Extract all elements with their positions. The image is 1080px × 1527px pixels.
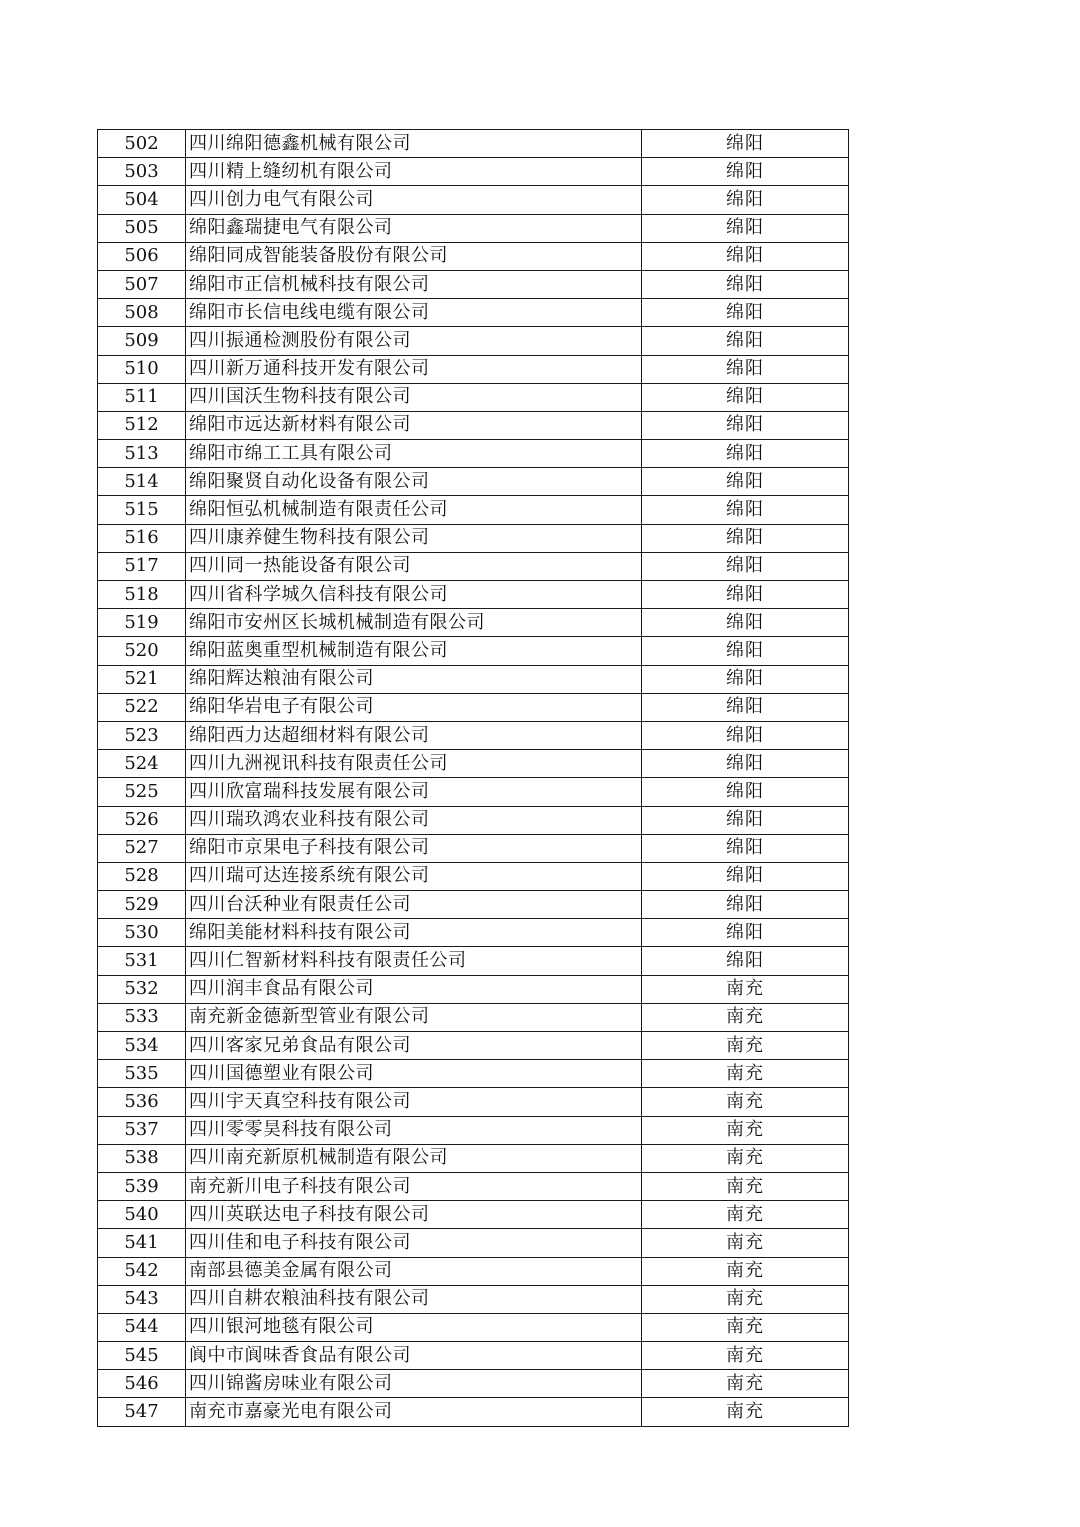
row-number-cell: 518 [98, 581, 186, 609]
table-row [98, 1032, 849, 1060]
company-name-cell: 四川英联达电子科技有限公司 [186, 1201, 642, 1229]
company-name-cell: 南充新川电子科技有限公司 [186, 1172, 642, 1200]
row-number-cell: 533 [98, 1003, 186, 1031]
company-name-cell: 绵阳鑫瑞捷电气有限公司 [186, 214, 642, 242]
city-cell: 绵阳 [642, 524, 849, 552]
city-cell: 南充 [642, 1003, 849, 1031]
row-number-cell: 514 [98, 468, 186, 496]
company-name-cell: 四川瑞可达连接系统有限公司 [186, 862, 642, 890]
city-cell: 绵阳 [642, 186, 849, 214]
row-number-cell: 523 [98, 721, 186, 749]
city-cell: 绵阳 [642, 609, 849, 637]
company-name-cell: 阆中市阆味香食品有限公司 [186, 1342, 642, 1370]
table-row [98, 496, 849, 524]
table-row [98, 327, 849, 355]
row-number-cell: 544 [98, 1313, 186, 1341]
company-name-cell: 四川省科学城久信科技有限公司 [186, 581, 642, 609]
row-number-cell: 547 [98, 1398, 186, 1426]
table-row [98, 440, 849, 468]
table-row [98, 806, 849, 834]
company-name-cell: 绵阳市长信电线电缆有限公司 [186, 299, 642, 327]
table-row [98, 130, 849, 158]
city-cell: 绵阳 [642, 637, 849, 665]
row-number-cell: 528 [98, 862, 186, 890]
city-cell: 绵阳 [642, 214, 849, 242]
company-name-cell: 绵阳市远达新材料有限公司 [186, 411, 642, 439]
city-cell: 南充 [642, 1342, 849, 1370]
table-row [98, 665, 849, 693]
row-number-cell: 503 [98, 158, 186, 186]
table-row [98, 750, 849, 778]
company-name-cell: 四川南充新原机械制造有限公司 [186, 1144, 642, 1172]
table-row [98, 1398, 849, 1426]
city-cell: 绵阳 [642, 581, 849, 609]
city-cell: 南充 [642, 1088, 849, 1116]
row-number-cell: 543 [98, 1285, 186, 1313]
company-name-cell: 四川康养健生物科技有限公司 [186, 524, 642, 552]
company-name-cell: 绵阳市京果电子科技有限公司 [186, 834, 642, 862]
city-cell: 南充 [642, 1116, 849, 1144]
row-number-cell: 534 [98, 1032, 186, 1060]
row-number-cell: 502 [98, 130, 186, 158]
row-number-cell: 526 [98, 806, 186, 834]
company-name-cell: 绵阳市安州区长城机械制造有限公司 [186, 609, 642, 637]
table-row [98, 1229, 849, 1257]
city-cell: 南充 [642, 975, 849, 1003]
table-row [98, 834, 849, 862]
city-cell: 南充 [642, 1370, 849, 1398]
company-name-cell: 四川精上缝纫机有限公司 [186, 158, 642, 186]
table-row [98, 1285, 849, 1313]
row-number-cell: 539 [98, 1172, 186, 1200]
table-row [98, 270, 849, 298]
city-cell: 绵阳 [642, 130, 849, 158]
row-number-cell: 509 [98, 327, 186, 355]
city-cell: 绵阳 [642, 862, 849, 890]
company-name-cell: 绵阳恒弘机械制造有限责任公司 [186, 496, 642, 524]
table-row [98, 919, 849, 947]
row-number-cell: 520 [98, 637, 186, 665]
table-row [98, 1257, 849, 1285]
table-row [98, 1060, 849, 1088]
city-cell: 绵阳 [642, 242, 849, 270]
table-row [98, 214, 849, 242]
table-row [98, 947, 849, 975]
row-number-cell: 546 [98, 1370, 186, 1398]
row-number-cell: 527 [98, 834, 186, 862]
company-name-cell: 四川零零昊科技有限公司 [186, 1116, 642, 1144]
company-name-cell: 绵阳同成智能装备股份有限公司 [186, 242, 642, 270]
company-name-cell: 四川绵阳德鑫机械有限公司 [186, 130, 642, 158]
row-number-cell: 529 [98, 891, 186, 919]
row-number-cell: 530 [98, 919, 186, 947]
city-cell: 南充 [642, 1144, 849, 1172]
city-cell: 南充 [642, 1032, 849, 1060]
city-cell: 绵阳 [642, 299, 849, 327]
document-page [97, 129, 846, 1427]
city-cell: 绵阳 [642, 947, 849, 975]
row-number-cell: 511 [98, 383, 186, 411]
table-row [98, 1342, 849, 1370]
row-number-cell: 535 [98, 1060, 186, 1088]
table-row [98, 468, 849, 496]
company-name-cell: 绵阳市绵工工具有限公司 [186, 440, 642, 468]
row-number-cell: 541 [98, 1229, 186, 1257]
company-name-cell: 四川九洲视讯科技有限责任公司 [186, 750, 642, 778]
city-cell: 绵阳 [642, 721, 849, 749]
row-number-cell: 540 [98, 1201, 186, 1229]
table-row [98, 1116, 849, 1144]
company-name-cell: 四川仁智新材料科技有限责任公司 [186, 947, 642, 975]
company-name-cell: 四川润丰食品有限公司 [186, 975, 642, 1003]
company-name-cell: 四川锦酱房味业有限公司 [186, 1370, 642, 1398]
table-row [98, 411, 849, 439]
company-name-cell: 四川银河地毯有限公司 [186, 1313, 642, 1341]
city-cell: 绵阳 [642, 750, 849, 778]
city-cell: 绵阳 [642, 806, 849, 834]
table-row [98, 1201, 849, 1229]
company-name-cell: 四川宇天真空科技有限公司 [186, 1088, 642, 1116]
company-name-cell: 四川创力电气有限公司 [186, 186, 642, 214]
table-row [98, 186, 849, 214]
company-name-cell: 绵阳华岩电子有限公司 [186, 693, 642, 721]
table-row [98, 158, 849, 186]
table-row [98, 862, 849, 890]
city-cell: 绵阳 [642, 158, 849, 186]
table-row [98, 1144, 849, 1172]
company-name-cell: 绵阳蓝奥重型机械制造有限公司 [186, 637, 642, 665]
table-row [98, 1088, 849, 1116]
row-number-cell: 515 [98, 496, 186, 524]
company-name-cell: 南部县德美金属有限公司 [186, 1257, 642, 1285]
company-name-cell: 四川自耕农粮油科技有限公司 [186, 1285, 642, 1313]
table-row [98, 693, 849, 721]
company-list-table [97, 129, 849, 1427]
row-number-cell: 522 [98, 693, 186, 721]
company-name-cell: 绵阳聚贤自动化设备有限公司 [186, 468, 642, 496]
city-cell: 绵阳 [642, 327, 849, 355]
city-cell: 南充 [642, 1172, 849, 1200]
table-row [98, 891, 849, 919]
company-name-cell: 绵阳西力达超细材料有限公司 [186, 721, 642, 749]
row-number-cell: 513 [98, 440, 186, 468]
table-row [98, 1313, 849, 1341]
city-cell: 绵阳 [642, 383, 849, 411]
table-row [98, 637, 849, 665]
table-row [98, 1003, 849, 1031]
table-row [98, 299, 849, 327]
company-name-cell: 南充市嘉豪光电有限公司 [186, 1398, 642, 1426]
city-cell: 南充 [642, 1285, 849, 1313]
table-row [98, 975, 849, 1003]
city-cell: 绵阳 [642, 891, 849, 919]
city-cell: 南充 [642, 1257, 849, 1285]
row-number-cell: 519 [98, 609, 186, 637]
row-number-cell: 508 [98, 299, 186, 327]
city-cell: 绵阳 [642, 834, 849, 862]
row-number-cell: 506 [98, 242, 186, 270]
city-cell: 南充 [642, 1398, 849, 1426]
city-cell: 绵阳 [642, 665, 849, 693]
company-name-cell: 绵阳美能材料科技有限公司 [186, 919, 642, 947]
row-number-cell: 504 [98, 186, 186, 214]
company-name-cell: 南充新金德新型管业有限公司 [186, 1003, 642, 1031]
city-cell: 南充 [642, 1313, 849, 1341]
row-number-cell: 524 [98, 750, 186, 778]
row-number-cell: 505 [98, 214, 186, 242]
city-cell: 绵阳 [642, 411, 849, 439]
row-number-cell: 512 [98, 411, 186, 439]
row-number-cell: 521 [98, 665, 186, 693]
city-cell: 绵阳 [642, 552, 849, 580]
table-row [98, 581, 849, 609]
city-cell: 绵阳 [642, 693, 849, 721]
row-number-cell: 542 [98, 1257, 186, 1285]
table-row [98, 355, 849, 383]
table-row [98, 609, 849, 637]
row-number-cell: 538 [98, 1144, 186, 1172]
company-name-cell: 绵阳市正信机械科技有限公司 [186, 270, 642, 298]
company-name-cell: 四川振通检测股份有限公司 [186, 327, 642, 355]
table-row [98, 721, 849, 749]
row-number-cell: 525 [98, 778, 186, 806]
table-row [98, 552, 849, 580]
table-row [98, 1370, 849, 1398]
company-name-cell: 四川台沃种业有限责任公司 [186, 891, 642, 919]
company-name-cell: 四川国沃生物科技有限公司 [186, 383, 642, 411]
city-cell: 绵阳 [642, 355, 849, 383]
row-number-cell: 536 [98, 1088, 186, 1116]
company-name-cell: 四川国德塑业有限公司 [186, 1060, 642, 1088]
city-cell: 绵阳 [642, 270, 849, 298]
row-number-cell: 531 [98, 947, 186, 975]
row-number-cell: 537 [98, 1116, 186, 1144]
table-row [98, 383, 849, 411]
city-cell: 绵阳 [642, 496, 849, 524]
company-name-cell: 四川佳和电子科技有限公司 [186, 1229, 642, 1257]
row-number-cell: 517 [98, 552, 186, 580]
company-name-cell: 四川客家兄弟食品有限公司 [186, 1032, 642, 1060]
table-row [98, 242, 849, 270]
row-number-cell: 510 [98, 355, 186, 383]
table-row [98, 778, 849, 806]
city-cell: 绵阳 [642, 919, 849, 947]
city-cell: 南充 [642, 1201, 849, 1229]
company-name-cell: 四川同一热能设备有限公司 [186, 552, 642, 580]
company-name-cell: 四川新万通科技开发有限公司 [186, 355, 642, 383]
row-number-cell: 545 [98, 1342, 186, 1370]
table-row [98, 1172, 849, 1200]
company-name-cell: 绵阳辉达粮油有限公司 [186, 665, 642, 693]
city-cell: 绵阳 [642, 778, 849, 806]
company-name-cell: 四川瑞玖鸿农业科技有限公司 [186, 806, 642, 834]
city-cell: 南充 [642, 1060, 849, 1088]
city-cell: 南充 [642, 1229, 849, 1257]
table-row [98, 524, 849, 552]
city-cell: 绵阳 [642, 440, 849, 468]
table-body [98, 130, 849, 1427]
row-number-cell: 516 [98, 524, 186, 552]
row-number-cell: 532 [98, 975, 186, 1003]
city-cell: 绵阳 [642, 468, 849, 496]
company-name-cell: 四川欣富瑞科技发展有限公司 [186, 778, 642, 806]
row-number-cell: 507 [98, 270, 186, 298]
